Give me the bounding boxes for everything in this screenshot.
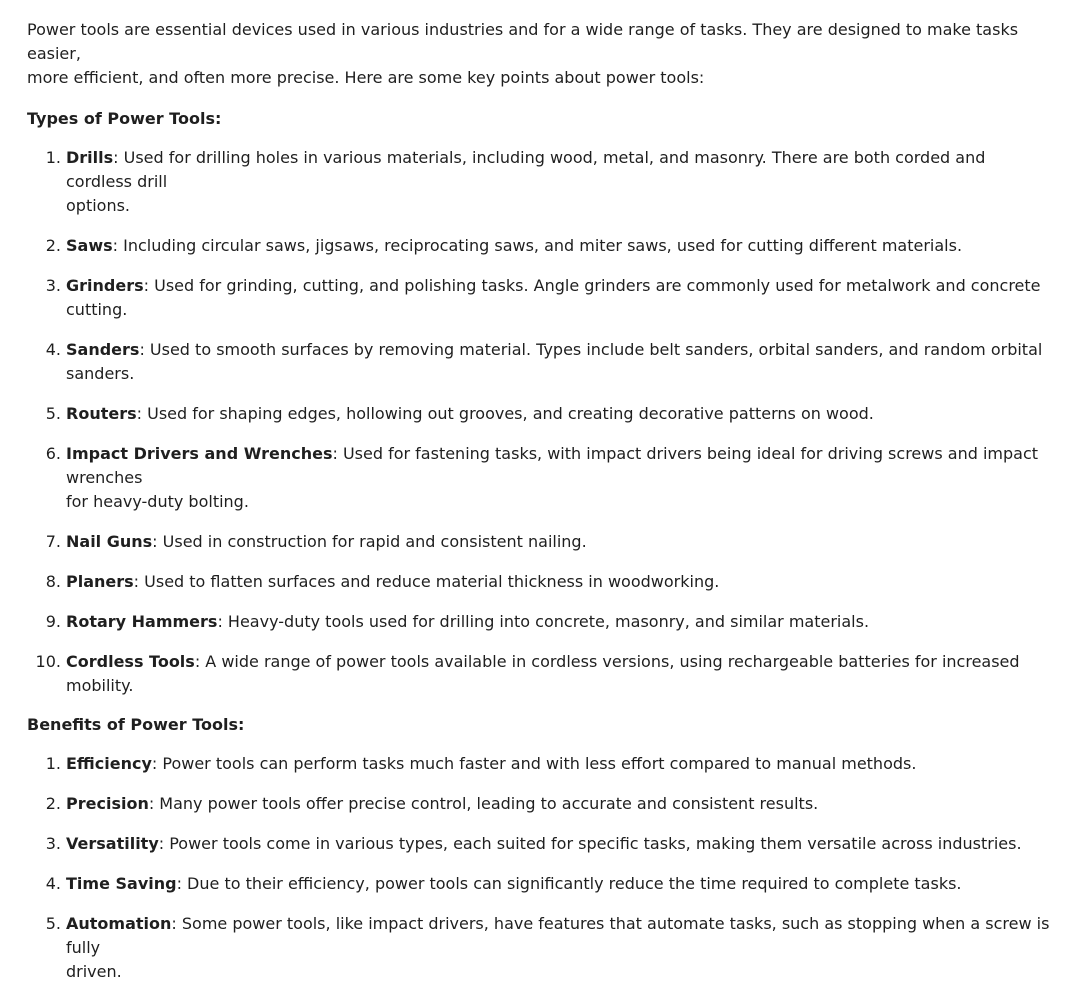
list-number: 1.	[45, 148, 61, 167]
list-term: Versatility	[66, 834, 159, 853]
list-term: Rotary Hammers	[66, 612, 218, 631]
list-number: 3.	[45, 834, 61, 853]
benefits-list	[27, 752, 1056, 984]
list-term: Routers	[66, 404, 137, 423]
list-term: Impact Drivers and Wrenches	[66, 444, 333, 463]
list-term: Saws	[66, 236, 113, 255]
list-desc: : Used for fastening tasks, with impact drivers being ideal for driving screws and impact wrenches	[66, 444, 1039, 487]
list-desc: : Due to their efficiency, power tools can significantly reduce the time required to complete tasks.	[176, 874, 962, 893]
list-item	[27, 146, 1056, 218]
list-number: 9.	[45, 612, 61, 631]
list-item	[27, 338, 1056, 386]
list-desc: : Used to flatten surfaces and reduce material thickness in woodworking.	[133, 572, 720, 591]
list-desc: : Power tools can perform tasks much faster and with less effort compared to manual methods.	[151, 754, 917, 773]
list-item	[27, 442, 1056, 514]
list-number: 2.	[45, 794, 61, 813]
list-number: 4.	[45, 874, 61, 893]
list-item	[27, 530, 1056, 554]
list-term: Cordless Tools	[66, 652, 195, 671]
list-term: Nail Guns	[66, 532, 153, 551]
list-number: 5.	[45, 404, 61, 423]
list-desc: : Some power tools, like impact drivers, have features that automate tasks, such as stopping when a screw is fully	[66, 914, 1050, 957]
list-desc: : Used for shaping edges, hollowing out grooves, and creating decorative patterns on wood.	[136, 404, 874, 423]
list-item	[27, 872, 1056, 896]
list-item	[27, 832, 1056, 856]
list-term: Sanders	[66, 340, 140, 359]
list-number: 5.	[45, 914, 61, 933]
list-desc: : Many power tools offer precise control, leading to accurate and consistent results.	[148, 794, 819, 813]
intro-line-1: Power tools are essential devices used in various industries and for a wide range of tasks. They are designed to make tasks easier,	[27, 20, 1019, 63]
list-desc: : Including circular saws, jigsaws, reciprocating saws, and miter saws, used for cutting different materials.	[112, 236, 963, 255]
list-item	[27, 274, 1056, 322]
list-desc-cont: options.	[66, 196, 131, 215]
list-desc: : Used for grinding, cutting, and polishing tasks. Angle grinders are commonly used for metalwork and concrete cutting.	[66, 276, 1041, 319]
list-desc: : A wide range of power tools available in cordless versions, using rechargeable batteries for increased mobility.	[66, 652, 1020, 695]
list-desc-cont: for heavy-duty bolting.	[66, 492, 249, 511]
list-number: 3.	[45, 276, 61, 295]
list-item	[27, 570, 1056, 594]
intro-line-2: more efficient, and often more precise. Here are some key points about power tools:	[27, 68, 705, 87]
list-item	[27, 752, 1056, 776]
types-list	[27, 146, 1056, 698]
list-number: 6.	[45, 444, 61, 463]
list-number: 4.	[45, 340, 61, 359]
list-number: 1.	[45, 754, 61, 773]
list-term: Grinders	[66, 276, 144, 295]
list-number: 8.	[45, 572, 61, 591]
list-item	[27, 234, 1056, 258]
list-term: Automation	[66, 914, 172, 933]
list-item	[27, 650, 1056, 698]
list-desc: : Power tools come in various types, each suited for specific tasks, making them versatile across industries.	[158, 834, 1022, 853]
list-term: Drills	[66, 148, 114, 167]
list-term: Precision	[66, 794, 149, 813]
list-desc: : Used to smooth surfaces by removing material. Types include belt sanders, orbital sanders, and random orbital sanders.	[66, 340, 1043, 383]
list-term: Efficiency	[66, 754, 152, 773]
list-item	[27, 912, 1056, 984]
list-desc: : Used in construction for rapid and consistent nailing.	[152, 532, 587, 551]
list-item	[27, 792, 1056, 816]
list-number: 7.	[45, 532, 61, 551]
intro-paragraph	[27, 18, 1027, 90]
list-number: 2.	[45, 236, 61, 255]
list-desc: : Used for drilling holes in various materials, including wood, metal, and masonry. There are both corded and cordless drill	[66, 148, 986, 191]
list-term: Planers	[66, 572, 134, 591]
list-number: 10.	[35, 652, 61, 671]
types-heading: Types of Power Tools:	[27, 109, 222, 128]
list-term: Time Saving	[66, 874, 177, 893]
list-desc-cont: driven.	[66, 962, 122, 981]
list-desc: : Heavy-duty tools used for drilling into concrete, masonry, and similar materials.	[217, 612, 870, 631]
list-item	[27, 402, 1056, 426]
list-item	[27, 610, 1056, 634]
benefits-heading: Benefits of Power Tools:	[27, 715, 245, 734]
